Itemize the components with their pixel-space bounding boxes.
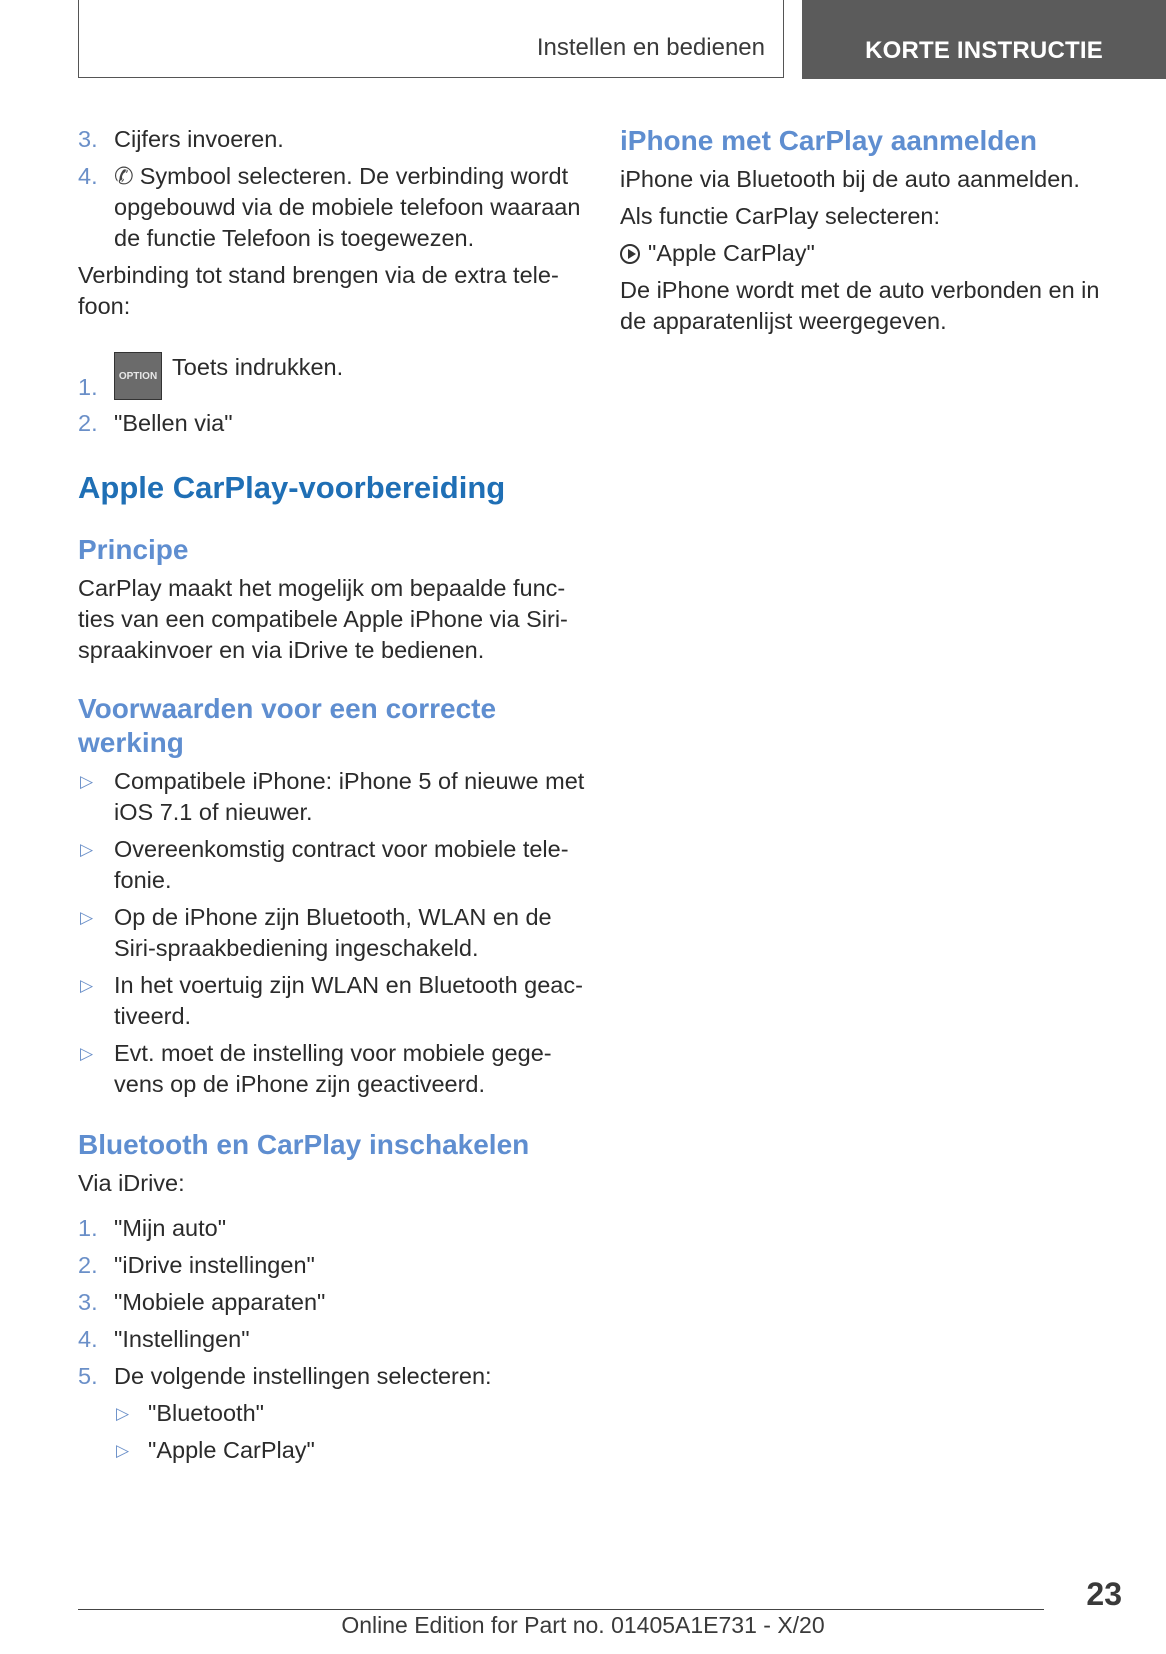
step-text: "iDrive instellingen" [114,1252,315,1278]
step-text: Symbool selecteren. De verbinding wordt opgebouwd via de mobiele telefoon waaraan de functie Telefoon is toegewezen. [114,163,581,251]
bullet-triangle-icon: ▷ [80,908,94,927]
bullet-text: Op de iPhone zijn Bluetooth, WLAN en de Siri-spraakbediening ingeschakeld. [114,904,552,961]
list-item [78,1213,588,1244]
step-text: "Bellen via" [114,410,233,436]
bullet-text: In het voertuig zijn WLAN en Bluetooth geac-tiveerd. [114,972,583,1029]
list-item [78,1287,588,1318]
paragraph: Via iDrive: [78,1170,185,1196]
section-title: Instellen en bedienen [536,34,765,61]
icon-line [620,238,1120,269]
footer-divider [78,1609,1044,1610]
page-number: 23 [1086,1576,1122,1612]
section-heading: iPhone met CarPlay aanmelden [620,125,1038,156]
list-item [78,1435,588,1466]
main-heading: Apple CarPlay-voorbereiding [78,470,506,505]
bullet-text: Evt. moet de instelling voor mobiele gege-vens op de iPhone zijn geactiveerd. [114,1040,552,1097]
chapter-tab [802,0,1166,79]
controller-play-icon [620,244,640,264]
footer-edition: Online Edition for Part no. 01405A1E731 - X/20 [341,1612,825,1638]
paragraph: Verbinding tot stand brengen via de extra tele-foon: [78,262,559,319]
step-number: 5. [78,1363,98,1389]
icon-line-text: "Apple CarPlay" [648,240,815,266]
step-number: 2. [78,410,98,436]
list-item [78,1324,588,1355]
step-text: Toets indrukken. [172,354,344,380]
list-item [78,1398,588,1429]
list-item [78,1038,588,1100]
list-item [78,970,588,1032]
header-box [78,0,784,78]
step-text: De volgende instellingen selecteren: [114,1363,492,1389]
step-number: 1. [78,1215,98,1241]
bullet-text: "Apple CarPlay" [148,1437,315,1463]
bullet-triangle-icon: ▷ [80,772,94,791]
list-item [78,834,588,896]
list-item [78,161,588,254]
section-heading: Principe [78,534,189,565]
left-column [78,124,588,1466]
list-item [78,1250,588,1281]
list-item [78,124,588,155]
section-heading: Voorwaarden voor een correcte werking [78,693,497,758]
step-number: 4. [78,1326,98,1352]
step-number: 3. [78,1289,98,1315]
step-text: "Mobiele apparaten" [114,1289,326,1315]
step-number: 2. [78,1252,98,1278]
paragraph: CarPlay maakt het mogelijk om bepaalde func-ties van een compatibele Apple iPhone via Siri-spraakinvoer en via iDrive te bedienen. [78,575,568,663]
list-item [78,1361,588,1392]
right-column [620,124,1120,337]
list-item [78,408,588,439]
section-heading: Bluetooth en CarPlay inschakelen [78,1129,530,1160]
step-text: Cijfers invoeren. [114,126,284,152]
list-item [78,902,588,964]
step-text: "Mijn auto" [114,1215,227,1241]
step-number: 4. [78,163,98,189]
bullet-triangle-icon: ▷ [80,840,94,859]
bullet-triangle-icon: ▷ [80,976,94,995]
bullet-text: Compatibele iPhone: iPhone 5 of nieuwe met iOS 7.1 of nieuwer. [114,768,585,825]
list-item [78,352,588,400]
paragraph: iPhone via Bluetooth bij de auto aanmelden. [620,166,1080,192]
paragraph: Als functie CarPlay selecteren: [620,203,941,229]
step-number: 1. [78,374,98,400]
step-text: "Instellingen" [114,1326,250,1352]
list-item [78,766,588,828]
option-button-icon: OPTION [114,352,162,400]
bullet-triangle-icon: ▷ [116,1404,130,1423]
bullet-text: Overeenkomstig contract voor mobiele tele-fonie. [114,836,569,893]
phone-icon: ✆ [114,163,134,189]
bullet-text: "Bluetooth" [148,1400,264,1426]
paragraph: De iPhone wordt met de auto verbonden en in de apparatenlijst weergegeven. [620,277,1100,334]
step-number: 3. [78,126,98,152]
bullet-triangle-icon: ▷ [80,1044,94,1063]
bullet-triangle-icon: ▷ [116,1441,130,1460]
chapter-tab-label: KORTE INSTRUCTIE [865,36,1103,64]
